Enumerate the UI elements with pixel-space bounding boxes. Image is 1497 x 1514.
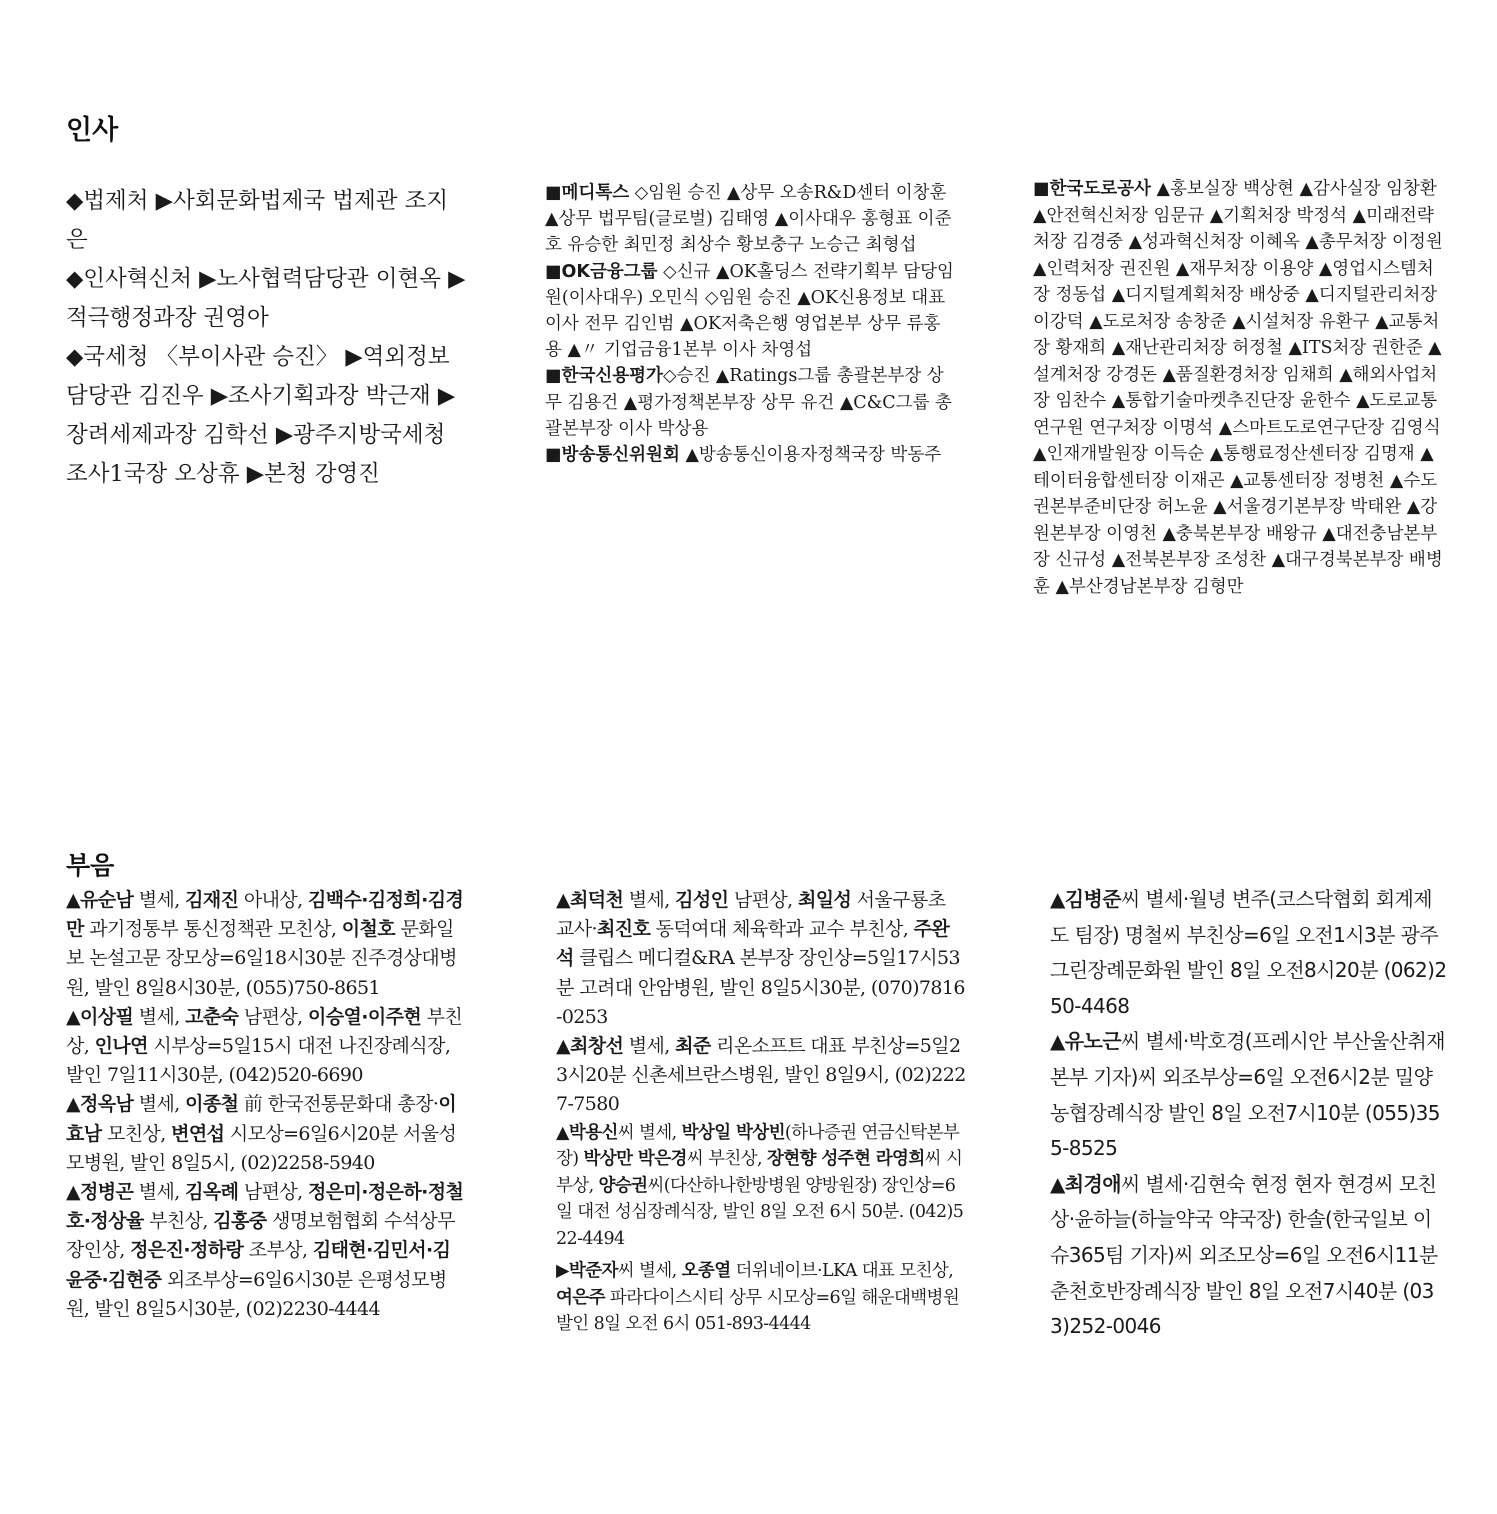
personnel-entry — [545, 259, 957, 364]
person-name: 박상일 박상빈 — [681, 1122, 785, 1143]
obituary-text: 씨 부친상, — [686, 1149, 767, 1170]
obituary-text: 부친상, — [143, 1210, 214, 1233]
person-name: ▲유순남 — [66, 889, 134, 911]
person-name: 김백수·김정희·김경만 — [66, 889, 464, 941]
person-name: 인나연 — [94, 1035, 148, 1058]
personnel-section-title: 인사 — [66, 115, 119, 146]
obituary-text: 외조부상=6일6시30분 은평성모병원, 발인 8일5시30분, (02)2230-4444 — [66, 1268, 447, 1320]
organization-name: ■메디톡스 — [545, 183, 630, 203]
personnel-entry — [545, 180, 957, 259]
personnel-entry — [545, 363, 957, 442]
person-name: 고춘숙 — [185, 1005, 239, 1028]
obituary-text: 서울구룡초 교사· — [556, 889, 946, 941]
person-name: ▶박준자 — [556, 1261, 618, 1282]
person-name: 최준 — [675, 1035, 711, 1058]
obituary-text: 부친상, — [66, 1005, 463, 1058]
organization-name: ■방송통신위원회 — [545, 445, 680, 466]
obituary-text: 더위네이브·LKA 대표 모친상, — [730, 1261, 954, 1282]
obituary-entry — [556, 1258, 966, 1338]
person-name: 최진호 — [596, 918, 651, 941]
entry-text: ◇임원 승진 ▲상무 오송R&D센터 이창훈 ▲상무 법무팀(글로벌) 김태영 ▲이사대우 홍형표 이준호 유승한 최민정 최상수 황보충구 노승근 최형섭 — [545, 183, 952, 256]
obituary-text: 씨 별세, — [617, 1261, 682, 1282]
obituary-column-3 — [1050, 882, 1450, 1345]
obituary-text: 씨 시부상, — [556, 1149, 963, 1196]
personnel-column-2 — [545, 180, 957, 468]
obituary-text: 별세, — [133, 1181, 186, 1204]
person-name: 이효남 — [66, 1093, 457, 1145]
person-name: ▲박용신 — [556, 1122, 618, 1143]
personnel-entry: ◆국세청 〈부이사관 승진〉 ▶역외정보담당관 김진우 ▶조사기획과장 박근재 ▶장려세제과장 김학선 ▶광주지방국세청 조사1국장 오상휴 ▶본청 강영진 — [66, 344, 456, 487]
person-name: ▲이상필 — [66, 1005, 134, 1028]
person-name: 여은주 — [556, 1287, 605, 1308]
organization-name: ■한국신용평가 — [545, 366, 663, 387]
obituary-entry — [66, 1003, 466, 1091]
person-name: 이종철 — [185, 1093, 239, 1116]
obituary-text: 별세, — [623, 1035, 676, 1058]
obituary-text: 생명보험협회 수석상무 장인상, — [66, 1210, 455, 1262]
personnel-column-1 — [66, 182, 468, 494]
person-name: 정은진·정하랑 — [130, 1239, 244, 1262]
obituary-text: 과기정통부 통신정책관 모친상, — [83, 918, 342, 941]
person-name: 김옥례 — [185, 1181, 239, 1204]
obituary-text: 前 한국전통문화대 총장· — [238, 1093, 439, 1116]
obituary-text: 클립스 메디컬&RA 본부장 장인상=5일17시53분 고려대 안암병원, 발인 8일5시30분, (070)7816-0253 — [556, 947, 965, 1028]
person-name: 변연섭 — [171, 1122, 225, 1145]
obituary-entry — [1050, 1167, 1450, 1345]
obituary-text: 리온소프트 대표 부친상=5일23시20분 신촌세브란스병원, 발인 8일9시, (02)2227-7580 — [556, 1035, 966, 1116]
obituary-entry — [556, 886, 966, 1032]
person-name: ▲정병곤 — [66, 1181, 134, 1204]
obituary-text: 파라다이스시티 상무 시모상=6일 해운대백병원 발인 8일 오전 6시 051-893-4444 — [556, 1287, 960, 1335]
organization-name: ■OK금융그룹 — [545, 261, 658, 282]
person-name: 최일성 — [797, 889, 852, 911]
person-name: 김성인 — [675, 889, 729, 911]
organization-name: ■한국도로공사 — [1033, 179, 1151, 199]
personnel-entry — [545, 442, 957, 468]
obituary-text: 씨(다산하나한방병원 양방원장) 장인상=6일 대전 성심장례식장, 발인 8일 오전 6시 50분. (042)522-4494 — [556, 1175, 964, 1249]
person-name: 장현향 성주현 라영희 — [766, 1149, 925, 1170]
obituary-text: 남편상, — [238, 1005, 308, 1028]
obituary-section-title: 부음 — [66, 851, 115, 880]
obituary-text: 씨 별세·김현숙 현정 현자 현경씨 모친상·윤하늘(하늘약국 약국장) 한솔(한국일보 이슈365팀 기자)씨 외조모상=6일 오전6시11분 춘천호반장례식장 발인 8일 오전7시40분 (033)252-0046 — [1050, 1171, 1438, 1339]
entry-text: ◇승진 ▲Ratings그룹 총괄본부장 상무 김용건 ▲평가정책본부장 상무 유건 ▲C&C그룹 총괄본부장 이사 박상용 — [545, 366, 952, 439]
obituary-text: 시모상=6일6시20분 서울성모병원, 발인 8일5시, (02)2258-5940 — [66, 1122, 457, 1174]
person-name: ▲김병준 — [1050, 887, 1121, 911]
personnel-entry: ◆인사혁신처 ▶노사협력담당관 이현옥 ▶적극행정과장 권영아 — [66, 266, 466, 331]
obituary-column-1 — [66, 886, 466, 1324]
personnel-column-3 — [1033, 176, 1445, 600]
obituary-text: 남편상, — [238, 1181, 308, 1204]
person-name: 정은미·정은하·정철호·정상율 — [66, 1181, 464, 1233]
obituary-entry — [556, 1120, 966, 1253]
person-name: 이승열·이주현 — [307, 1005, 422, 1028]
obituary-entry — [1050, 1024, 1450, 1166]
obituary-text: 별세, — [133, 889, 186, 911]
person-name: 김홍중 — [213, 1210, 267, 1233]
obituary-text: 남편상, — [728, 889, 798, 911]
person-name: 주완석 — [556, 918, 950, 970]
obituary-column-2 — [556, 886, 966, 1338]
person-name: 오종열 — [681, 1261, 731, 1282]
obituary-text: 별세, — [133, 1093, 186, 1116]
obituary-entry — [66, 1178, 466, 1324]
entry-text: ◇신규 ▲OK홀딩스 전략기획부 담당임원(이사대우) 오민식 ◇임원 승진 ▲OK신용정보 대표이사 전무 김인범 ▲OK저축은행 영업본부 상무 류홍용 ▲〃 기업금융1본부 이사 차영섭 — [545, 261, 954, 361]
person-name: ▲최덕천 — [556, 889, 624, 911]
obituary-entry — [66, 1090, 466, 1178]
obituary-text: 문화일보 논설고문 장모상=6일18시30분 진주경상대병원, 발인 8일8시30분, (055)750-8651 — [66, 918, 457, 999]
obituary-entry — [556, 1032, 966, 1120]
personnel-entry: ◆법제처 ▶사회문화법제국 법제관 조지은 — [66, 188, 449, 253]
obituary-text: 별세, — [133, 1005, 186, 1028]
person-name: ▲최경애 — [1050, 1171, 1121, 1196]
obituary-text: 씨 별세·월녕 변주(코스닥협회 회계제도 팀장) 명철씨 부친상=6일 오전1시3분 광주 그린장례문화원 발인 8일 오전8시20분 (062)250-4468 — [1050, 887, 1447, 1018]
obituary-text: 시부상=5일15시 대전 나진장례식장, 발인 7일11시30분, (042)520-6690 — [66, 1035, 451, 1087]
person-name: ▲정옥남 — [66, 1093, 134, 1116]
person-name: 박상만 박은경 — [583, 1149, 687, 1170]
obituary-text: 씨 별세, — [617, 1122, 682, 1143]
obituary-text: 동덕여대 체육학과 교수 부친상, — [650, 918, 914, 941]
person-name: 이철호 — [341, 918, 396, 941]
person-name: ▲유노근 — [1050, 1029, 1121, 1054]
person-name: ▲최창선 — [556, 1035, 624, 1058]
person-name: 김태현·김민서·김윤중·김현중 — [66, 1239, 451, 1291]
entry-text: ▲방송통신이용자정책국장 박동주 — [679, 445, 942, 466]
obituary-text: 조부상, — [243, 1239, 313, 1262]
obituary-text: (하나증권 연금신탁본부장) — [556, 1122, 960, 1170]
obituary-text: 씨 별세·박호경(프레시안 부산울산취재본부 기자)씨 외조부상=6일 오전6시2분 밀양농협장례식장 발인 8일 오전7시10분 (055)355-8525 — [1050, 1029, 1445, 1161]
person-name: 양승권 — [598, 1175, 648, 1196]
entry-text: ▲홍보실장 백상현 ▲감사실장 임창환 ▲안전혁신처장 임문규 ▲기획처장 박정석 ▲미래전략처장 김경중 ▲성과혁신처장 이혜옥 ▲총무처장 이정원 ▲인력처장 권진원 ▲재무처장 이용양 ▲영업시스템처장 정동섭 ▲디지털계획처장 배상중 ▲디지털관리처장 이강덕 ▲도로처장 송창준 ▲시설처장 유환구 ▲교통처장 황재희 ▲재난관리처장 허정철 ▲ITS처장 권한준 ▲설계처장 강경돈 ▲품질환경처장 임채희 ▲해외사업처장 임찬수 ▲통합기술마켓추진단장 윤한수 ▲도로교통연구원 연구처장 이명석 ▲스마트도로연구단장 김영식 ▲인재개발원장 이득순 ▲통행료정산센터장 김명재 ▲테이터융합센터장 이재곤 ▲교통센터장 정병천 ▲수도권본부준비단장 허노윤 ▲서울경기본부장 박태완 ▲강원본부장 이영천 ▲충북본부장 배왕규 ▲대전충남본부장 신규성 ▲전북본부장 조성찬 ▲대구경북본부장 배병훈 ▲부산경남본부장 김형만 — [1033, 179, 1443, 597]
obituary-text: 아내상, — [238, 889, 308, 911]
obituary-entry — [1050, 882, 1450, 1024]
person-name: 김재진 — [185, 889, 239, 911]
obituary-text: 모친상, — [101, 1122, 172, 1145]
obituary-entry — [66, 886, 466, 1003]
obituary-text: 별세, — [623, 889, 676, 911]
personnel-entry — [1033, 176, 1445, 600]
